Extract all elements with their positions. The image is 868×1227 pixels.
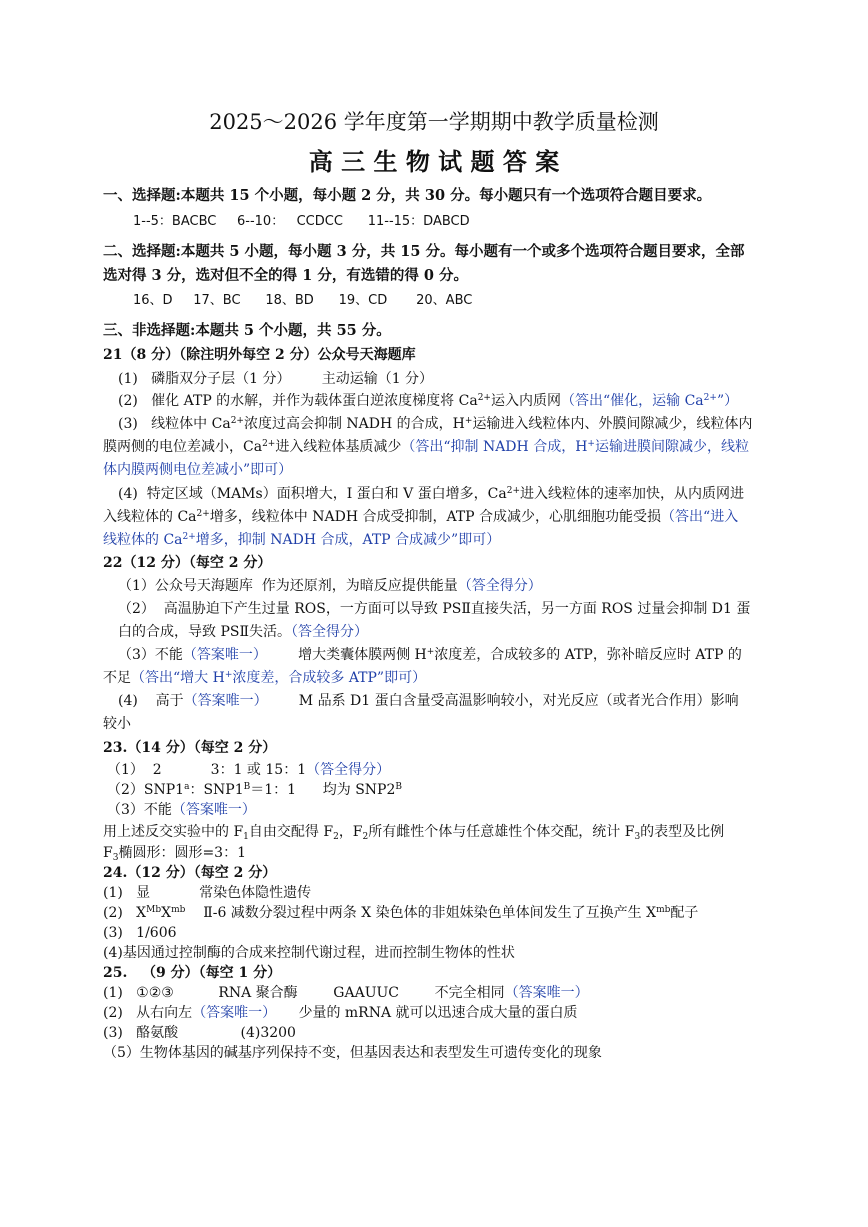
q25-line2: (2) 从右向左（答案唯一） 少量的 mRNA 就可以迅速合成大量的蛋白质	[103, 1005, 578, 1021]
q22-line3: 白的合成，导致 PSⅡ失活。（答全得分）	[118, 624, 368, 640]
exam-title: 2025～2026 学年度第一学期期中教学质量检测	[209, 110, 659, 134]
q21-title: 21（8 分）（除注明外每空 2 分）公众号天海题库	[103, 347, 416, 363]
q23-line3: （3）不能（答案唯一）	[107, 802, 256, 818]
section1-answers: 1--5：BACBC 6--10： CCDCC 11--15：DABCD	[133, 214, 470, 229]
q22-line4: （3）不能（答案唯一） 增大类囊体膜两侧 H+浓度差，合成较多的 ATP，弥补暗反应时 ATP 的	[118, 647, 742, 663]
q25-line3: (3) 酪氨酸 (4)3200	[103, 1025, 296, 1041]
q21-line5: 体内膜两侧电位差减小”即可）	[103, 462, 293, 478]
q24-line2: (2) $X^{Mb}X^{mb}$ Ⅱ-6 减数分裂过程中两条 X 染色体的非姐妹染色单体间发生了互换产生 $X^{mb}$配子	[103, 905, 699, 921]
q21-line8: 线粒体的 $Ca^{2+}$增多，抑制 NADH 合成，ATP 合成减少”即可）	[103, 532, 501, 548]
section1-heading: 一、选择题:本题共 15 个小题，每小题 2 分，共 30 分。每小题只有一个选项符合题目要求。	[103, 187, 712, 204]
q24-title: 24.（12 分）（每空 2 分）	[103, 865, 277, 881]
section2-answers: 16、D 17、BC 18、BD 19、CD 20、ABC	[133, 293, 473, 308]
q21-line1: (1) 磷脂双分子层（1 分） 主动运输（1 分）	[118, 371, 434, 387]
q24-line4: (4)基因通过控制酶的合成来控制代谢过程，进而控制生物体的性状	[103, 945, 515, 961]
q21-line2: (2) 催化 ATP 的水解，并作为载体蛋白逆浓度梯度将 $Ca^{2+}$运入内质网（答出“催化，运输 $Ca^{2+}$”）	[118, 393, 739, 409]
q23-line5: $F_3$椭圆形：圆形=3：1	[103, 845, 246, 863]
section2-heading-line1: 二、选择题:本题共 5 小题，每小题 3 分，共 15 分。每小题有一个或多个选项符合题目要求，全部	[103, 243, 745, 260]
q22-line6: (4) 高于（答案唯一） M 品系 D1 蛋白含量受高温影响较小，对光反应（或者光合作用）影响	[118, 693, 739, 709]
q21-line7: 入线粒体的 $Ca^{2+}$增多，线粒体中 NADH 合成受抑制，ATP 合成减少，心肌细胞功能受损（答出“进入	[103, 509, 739, 525]
q21-line6: (4) 特定区域（MAMs）面积增大，I 蛋白和 V 蛋白增多，$Ca^{2+}$进入线粒体的速率加快，从内质网进	[118, 486, 745, 502]
q24-line1: (1) 显 常染色体隐性遗传	[103, 885, 312, 901]
q22-line1: （1）公众号天海题库 作为还原剂，为暗反应提供能量（答全得分）	[118, 578, 542, 594]
q23-line4: 用上述反交实验中的 $F_1$自由交配得 $F_2$，$F_2$所有雌性个体与任意雄性个体交配，统计 $F_3$的表型及比例	[103, 824, 725, 842]
q22-line2: （2） 高温胁迫下产生过量 ROS，一方面可以导致 PSⅡ直接失活，另一方面 ROS 过量会抑制 D1 蛋	[118, 601, 751, 617]
q23-line2: （2）SNP1$^a$：$SNP1^B=1$：1 均为 $SNP2^B$	[107, 782, 403, 798]
q23-title: 23.（14 分）（每空 2 分）	[103, 740, 277, 756]
q25-line1: (1) ①②③ RNA 聚合酶 GAAUUC 不完全相同（答案唯一）	[103, 985, 589, 1001]
q24-line3: (3) 1/606	[103, 925, 177, 941]
q25-title: 25. （9 分）（每空 1 分）	[103, 965, 282, 981]
q22-line5: 不足（答出“增大 H+浓度差，合成较多 ATP”即可）	[103, 670, 427, 686]
subject-title: 高 三 生 物 试 题 答 案	[308, 147, 560, 176]
q21-line4: 膜两侧的电位差减小，$Ca^{2+}$进入线粒体基质减少（答出“抑制 NADH 合成，H+运输进膜间隙减少，线粒	[103, 439, 749, 455]
q25-line4: （5）生物体基因的碱基序列保持不变，但基因表达和表型发生可遗传变化的现象	[103, 1045, 602, 1061]
q22-title: 22（12 分）（每空 2 分）	[103, 555, 272, 571]
q23-line1: （1） 2 3：1 或 15：1（答全得分）	[107, 762, 391, 778]
q22-line7: 较小	[103, 716, 131, 732]
section2-heading-line2: 选对得 3 分，选对但不全的得 1 分，有选错的得 0 分。	[103, 267, 469, 284]
q21-line3: (3) 线粒体中 $Ca^{2+}$浓度过高会抑制 NADH 的合成，H+运输进入线粒体内、外膜间隙减少，线粒体内	[118, 416, 753, 432]
section3-heading: 三、非选择题:本题共 5 个小题，共 55 分。	[103, 322, 391, 339]
